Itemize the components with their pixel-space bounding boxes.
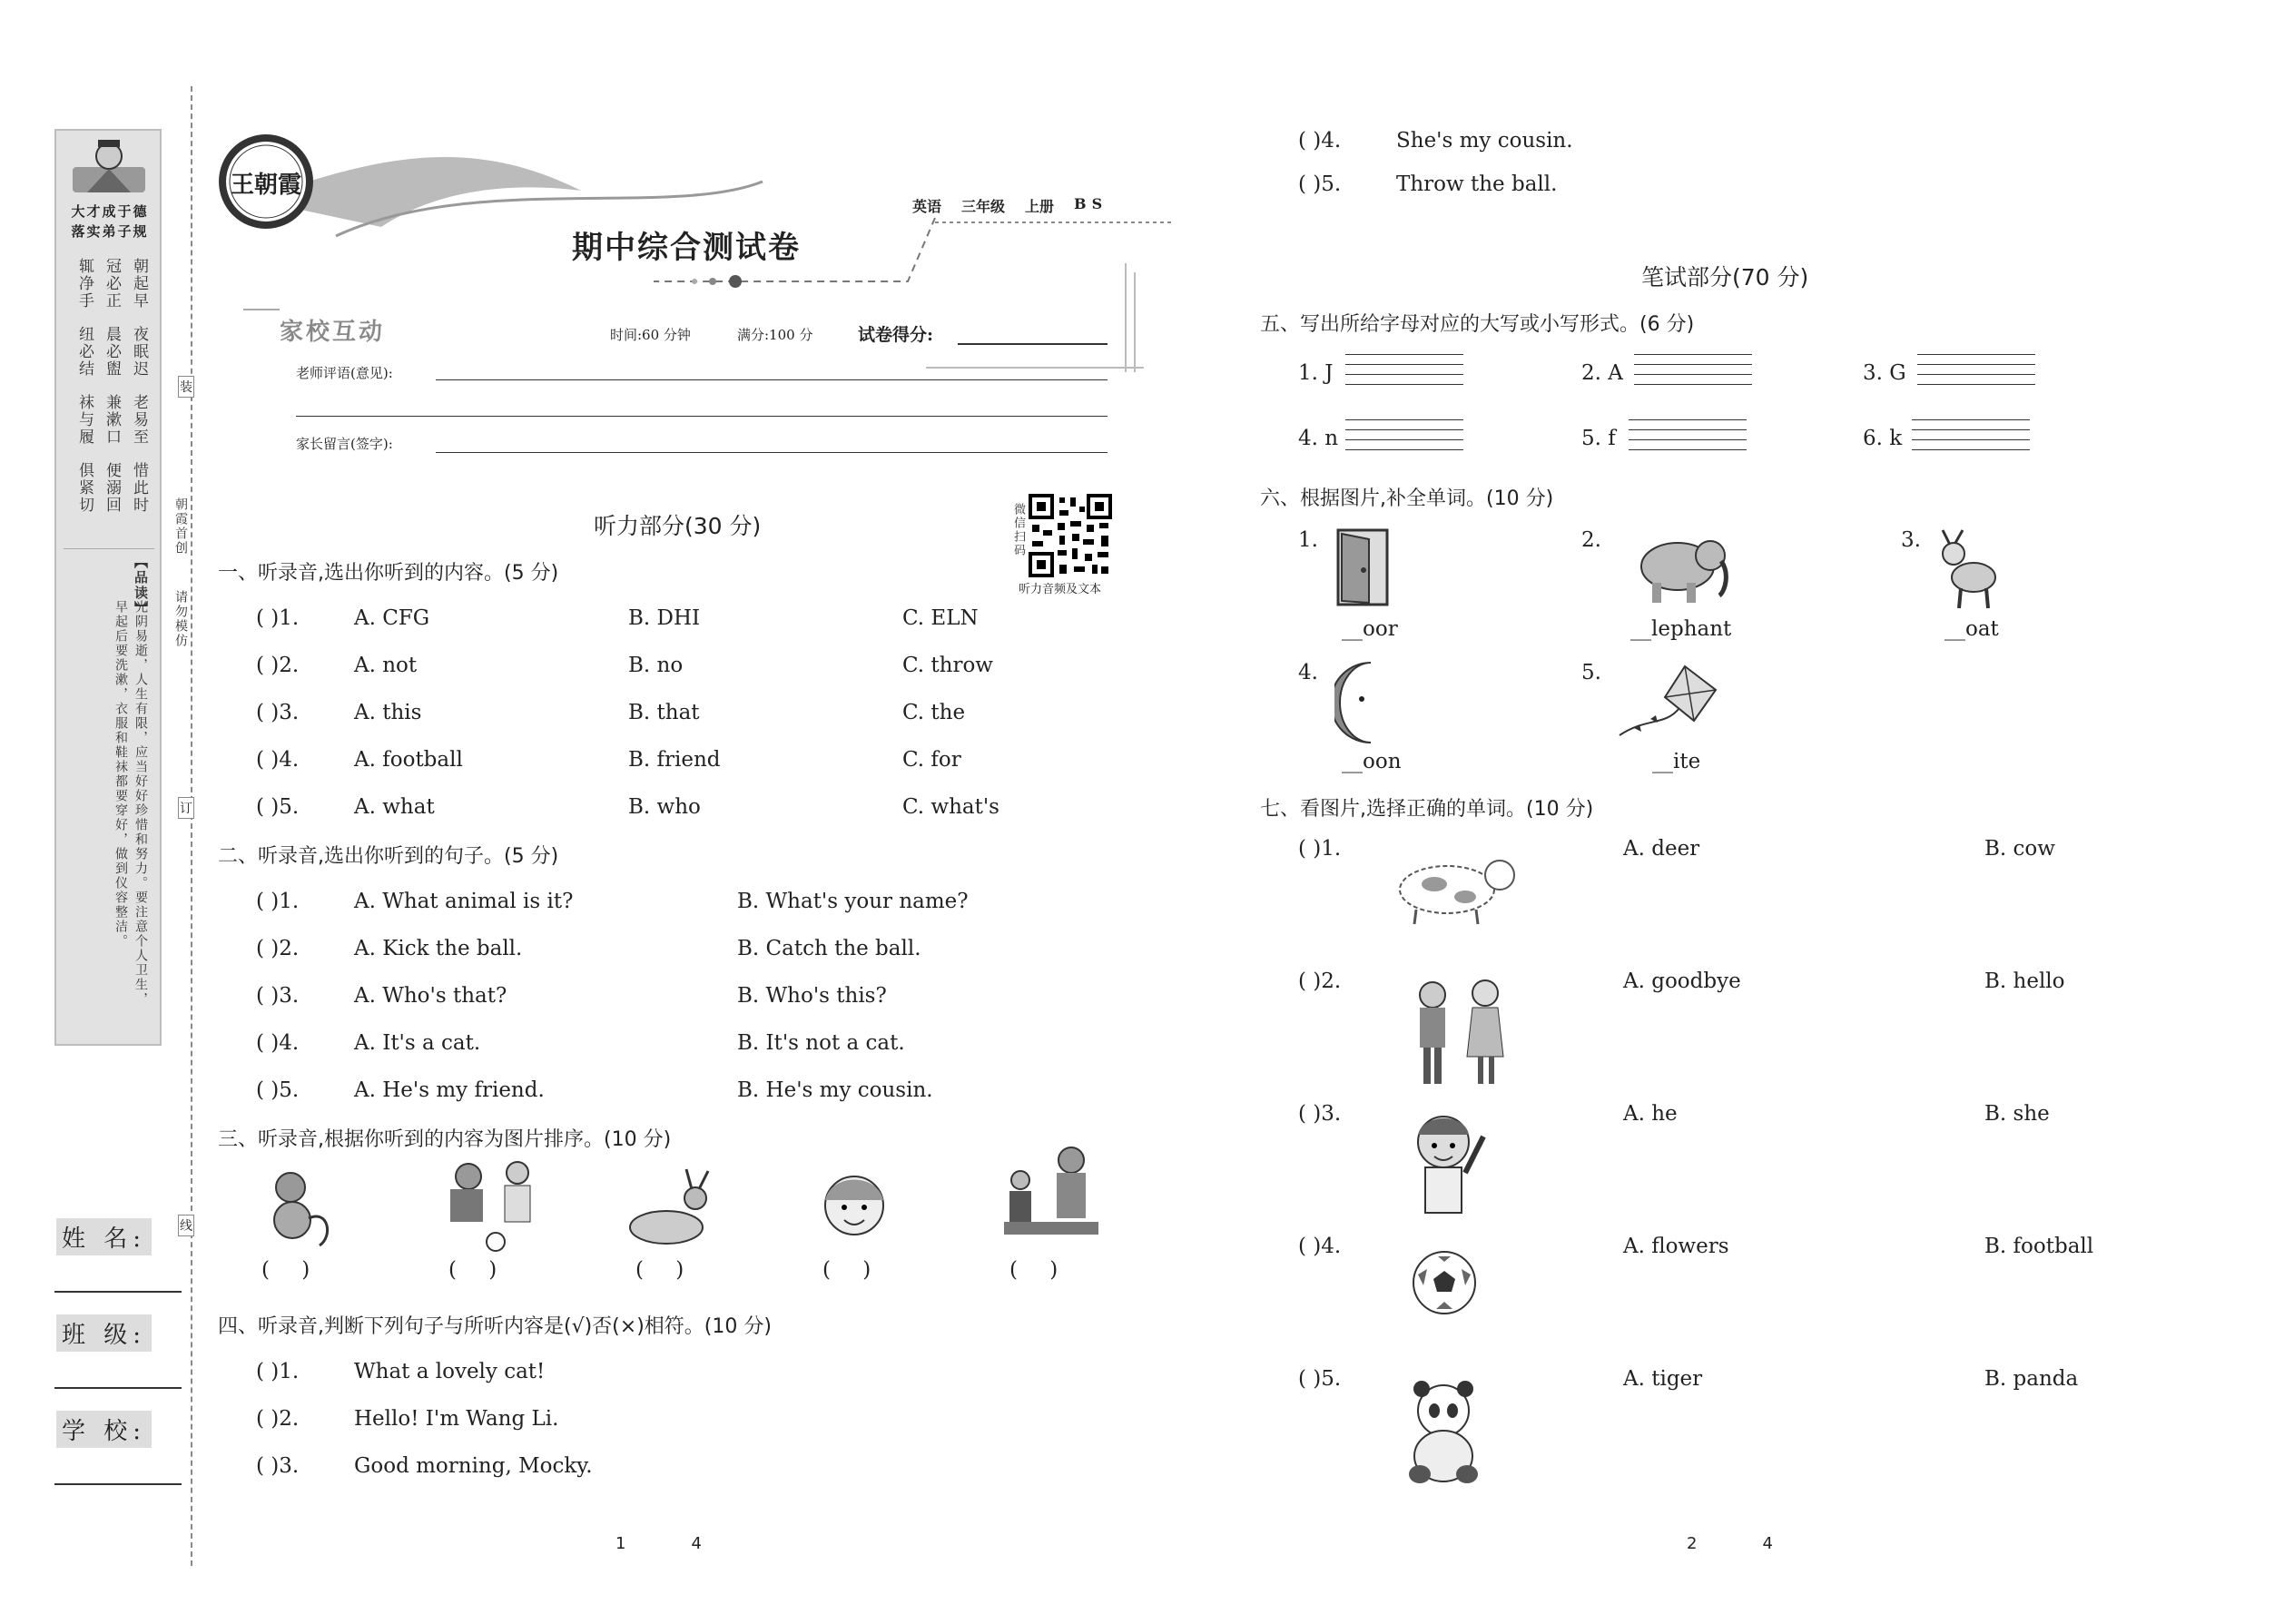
teacher-comment-field-2[interactable] — [296, 416, 1108, 417]
letter-writing-lines[interactable] — [1345, 410, 1463, 450]
letter-item: 4. n — [1298, 427, 1339, 450]
parent-note-field[interactable] — [436, 452, 1108, 453]
option-b: B. cow — [1984, 837, 2055, 861]
teacher-comment-field[interactable] — [436, 379, 1108, 380]
reading-label: 【品读】 — [133, 555, 149, 616]
subject-tags — [912, 195, 1108, 216]
poem-col: 兼漱口 — [103, 394, 121, 446]
option-b: B. What's your name? — [737, 890, 969, 913]
option-a: A. deer — [1623, 837, 1700, 861]
letter-item: 3. G — [1863, 361, 1906, 385]
s6-word[interactable]: __lephant — [1630, 617, 1732, 641]
option-a: A. He's my friend. — [354, 1078, 545, 1102]
poem-col: 朝起早 — [130, 258, 148, 310]
family-picture — [995, 1140, 1106, 1251]
q-number[interactable]: ( )1. — [256, 890, 300, 913]
qr-caption: 听力音频及文本 — [1019, 583, 1102, 596]
q-number[interactable]: ( )5. — [1298, 1367, 1342, 1391]
s4-q1 — [256, 1360, 545, 1383]
option-b: B. He's my cousin. — [737, 1078, 933, 1102]
side-strip — [54, 129, 162, 1046]
s6-number: 1. — [1298, 528, 1318, 552]
letter-item: 6. k — [1863, 427, 1903, 450]
option-a: A. What animal is it? — [354, 890, 574, 913]
q-number[interactable]: ( )4. — [1298, 129, 1342, 153]
cut-mark: 装 — [178, 376, 194, 398]
parent-note-label: 家长留言(签字): — [296, 436, 393, 452]
s4-q2 — [256, 1407, 558, 1431]
letter-item: 2. A — [1581, 361, 1623, 385]
statement: Good morning, Mocky. — [354, 1454, 593, 1478]
boy-picture — [1402, 1109, 1492, 1216]
option-a: A. Who's that? — [354, 984, 507, 1008]
page-number-right: 2 4 — [1687, 1534, 1773, 1553]
kite-picture — [1610, 663, 1719, 741]
section-4-title: 四、听录音,判断下列句子与所听内容是(√)否(×)相符。(10 分) — [218, 1315, 772, 1338]
kids-playing-picture — [423, 1155, 550, 1255]
option-b: B. It's not a cat. — [737, 1031, 905, 1055]
q-number[interactable]: ( )3. — [1298, 1102, 1342, 1126]
reading-text: 光阴易逝，人生有限，应当好好珍惜和努力。要注意个人卫生，早起后要洗漱，衣服和鞋袜都要穿好，做到仪容整洁。 — [113, 600, 148, 1007]
poem-col: 俱紧切 — [75, 462, 94, 514]
score-label: 试卷得分: — [858, 325, 934, 345]
poem-col: 老易至 — [130, 394, 148, 446]
football-picture — [1411, 1249, 1478, 1316]
option-a: A. football — [354, 748, 463, 772]
qr-code[interactable] — [1029, 494, 1112, 577]
option-b: B. she — [1984, 1102, 2050, 1126]
q-number[interactable]: ( )5. — [256, 1078, 300, 1102]
class-label: 班 级: — [56, 1314, 152, 1352]
q-number[interactable]: ( )3. — [256, 984, 300, 1008]
order-blank[interactable]: ( ) — [1009, 1258, 1058, 1282]
option-b: B. no — [628, 654, 684, 677]
option-b: B. football — [1984, 1235, 2094, 1258]
letter-writing-lines[interactable] — [1345, 345, 1463, 385]
s4-q3 — [256, 1454, 593, 1478]
cow-picture — [1389, 844, 1521, 928]
option-a: A. CFG — [354, 606, 430, 630]
q-number[interactable]: ( )4. — [256, 1031, 300, 1055]
page-title: 期中综合测试卷 — [572, 230, 801, 266]
q-number[interactable]: ( )2. — [256, 654, 300, 677]
s4-q5 — [1298, 172, 1557, 196]
name-label: 姓 名: — [56, 1218, 152, 1255]
s6-number: 2. — [1581, 528, 1601, 552]
section-2-title: 二、听录音,选出你听到的句子。(5 分) — [218, 845, 559, 868]
poem-col: 惜此时 — [130, 462, 148, 514]
poem-col: 纽必结 — [75, 326, 94, 378]
option-a: A. tiger — [1623, 1367, 1703, 1391]
name-field[interactable] — [54, 1291, 182, 1293]
moon-picture — [1334, 659, 1407, 746]
writing-title: 笔试部分(70 分) — [1641, 264, 1809, 290]
poem-col: 冠必正 — [103, 258, 121, 310]
poem-col: 袜与履 — [75, 394, 94, 446]
monkey-picture — [247, 1164, 338, 1255]
poem-col: 便溺回 — [103, 462, 121, 514]
binding-note: 请勿模仿 — [173, 590, 188, 648]
q-number[interactable]: ( )2. — [256, 937, 300, 960]
q-number[interactable]: ( )1. — [256, 606, 300, 630]
section-6-title: 六、根据图片,补全单词。(10 分) — [1260, 487, 1554, 510]
option-b: B. friend — [628, 748, 721, 772]
option-a: A. Kick the ball. — [354, 937, 523, 960]
s6-number: 4. — [1298, 661, 1318, 684]
statement: What a lovely cat! — [354, 1360, 546, 1383]
poem-col: 辄净手 — [75, 258, 94, 310]
total-score-info: 满分:100 分 — [737, 327, 813, 343]
motto-line-1: 大才成于德 — [71, 203, 149, 220]
letter-writing-lines[interactable] — [1912, 410, 2030, 450]
option-a: A. goodbye — [1623, 969, 1741, 993]
letter-writing-lines[interactable] — [1629, 410, 1747, 450]
option-b: B. hello — [1984, 969, 2065, 993]
school-label: 学 校: — [56, 1411, 152, 1448]
section-5-title: 五、写出所给字母对应的大写或小写形式。(6 分) — [1260, 313, 1695, 336]
option-a: A. what — [354, 795, 435, 819]
qr-side-text: 微信扫码 — [1011, 503, 1025, 557]
option-c: C. for — [902, 748, 961, 772]
s6-word[interactable]: __oat — [1944, 617, 1999, 641]
score-field[interactable] — [958, 343, 1108, 345]
q-number[interactable]: ( )4. — [256, 748, 300, 772]
s6-number: 5. — [1581, 661, 1601, 684]
tag-subject: 英语 — [912, 198, 942, 215]
option-a: A. he — [1623, 1102, 1678, 1126]
option-b: B. Who's this? — [737, 984, 887, 1008]
s6-word[interactable]: __oor — [1342, 617, 1398, 641]
school-field[interactable] — [54, 1483, 182, 1485]
section-7-title: 七、看图片,选择正确的单词。(10 分) — [1260, 798, 1594, 821]
letter-item: 5. f — [1581, 427, 1616, 450]
q-number[interactable]: ( )5. — [256, 795, 300, 819]
teacher-comment-label: 老师评语(意见): — [296, 365, 393, 381]
s4-q4 — [1298, 129, 1573, 153]
poem-box — [64, 258, 154, 530]
order-blank[interactable]: ( ) — [261, 1258, 310, 1282]
option-a: A. this — [354, 701, 422, 724]
s6-number: 3. — [1901, 528, 1921, 552]
option-b: B. DHI — [628, 606, 701, 630]
s6-word[interactable]: __ite — [1652, 750, 1701, 773]
q-number[interactable]: ( )4. — [1298, 1235, 1342, 1258]
poem-col: 夜眠迟 — [130, 326, 148, 378]
motto-line-2: 落实弟子规 — [71, 223, 149, 240]
statement: Hello! I'm Wang Li. — [354, 1407, 559, 1431]
order-blank[interactable]: ( ) — [635, 1258, 684, 1282]
option-a: A. flowers — [1623, 1235, 1729, 1258]
time-info: 时间:60 分钟 — [610, 327, 691, 343]
letter-item: 1. J — [1298, 361, 1334, 385]
q-number[interactable]: ( )2. — [256, 1407, 300, 1431]
option-c: C. the — [902, 701, 966, 724]
statement: Throw the ball. — [1396, 172, 1558, 196]
option-b: B. that — [628, 701, 700, 724]
letter-writing-lines[interactable] — [1634, 345, 1752, 385]
option-a: A. It's a cat. — [354, 1031, 481, 1055]
option-b: B. panda — [1984, 1367, 2079, 1391]
letter-writing-lines[interactable] — [1917, 345, 2035, 385]
page-number-left: 1 4 — [615, 1534, 702, 1553]
door-picture — [1333, 527, 1396, 608]
order-blank[interactable]: ( ) — [822, 1258, 871, 1282]
two-kids-picture — [1405, 977, 1514, 1089]
deer-picture — [614, 1164, 723, 1255]
brand-name: 王朝霞 — [231, 172, 302, 199]
q-number[interactable]: ( )2. — [1298, 969, 1342, 993]
box-rule — [243, 309, 280, 310]
q-number[interactable]: ( )1. — [1298, 837, 1342, 861]
section-1-title: 一、听录音,选出你听到的内容。(5 分) — [218, 562, 559, 585]
poem-col: 晨必盥 — [103, 326, 121, 378]
option-c: C. throw — [902, 654, 993, 677]
cut-mark: 线 — [178, 1215, 194, 1236]
reading-box — [64, 548, 154, 1030]
q-number[interactable]: ( )5. — [1298, 172, 1342, 196]
s6-word[interactable]: __oon — [1342, 750, 1402, 773]
girl-face-picture — [813, 1167, 895, 1254]
tag-grade: 三年级 — [961, 198, 1006, 215]
option-b: B. who — [628, 795, 701, 819]
tag-edition: BS — [1074, 195, 1108, 212]
option-b: B. Catch the ball. — [737, 937, 921, 960]
class-field[interactable] — [54, 1387, 182, 1389]
option-c: C. what's — [902, 795, 999, 819]
section-3-title: 三、听录音,根据你听到的内容为图片排序。(10 分) — [218, 1128, 672, 1151]
q-number[interactable]: ( )3. — [256, 1454, 300, 1478]
q-number[interactable]: ( )3. — [256, 701, 300, 724]
option-a: A. not — [354, 654, 418, 677]
q-number[interactable]: ( )1. — [256, 1360, 300, 1383]
binding-note: 朝霞首创 — [173, 497, 188, 556]
elephant-picture — [1632, 528, 1732, 606]
goat-picture — [1934, 528, 2006, 612]
option-c: C. ELN — [902, 606, 979, 630]
cut-mark: 订 — [178, 797, 194, 819]
order-blank[interactable]: ( ) — [448, 1258, 497, 1282]
cut-line — [191, 86, 192, 1566]
listening-title: 听力部分(30 分) — [594, 513, 762, 539]
tag-term: 上册 — [1025, 198, 1055, 215]
panda-picture — [1403, 1378, 1485, 1487]
statement: She's my cousin. — [1396, 129, 1573, 153]
home-school-box-title: 家校互动 — [280, 319, 386, 346]
scholar-illustration — [69, 136, 149, 198]
